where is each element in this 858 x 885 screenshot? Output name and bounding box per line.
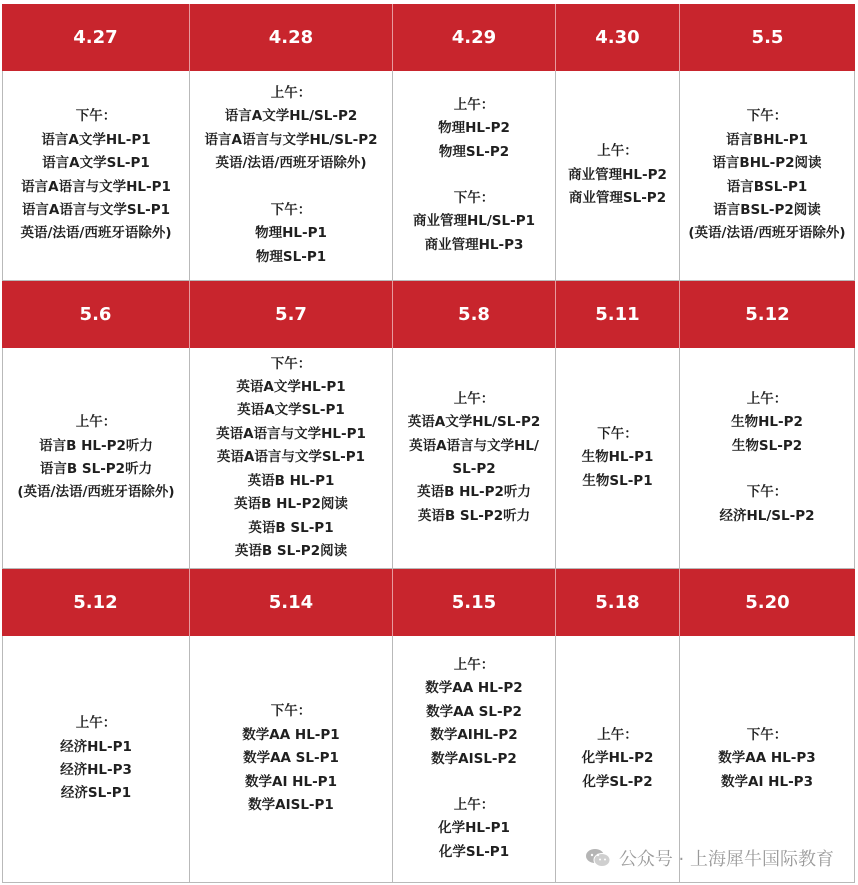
date-header: 5.20: [745, 592, 790, 613]
session-label: 下午：: [597, 425, 638, 442]
session-label: 上午：: [75, 715, 117, 732]
exam-cell: [393, 71, 556, 280]
exam-paper: 语言A语言与文学HL/SL-P2: [204, 131, 378, 148]
exam-paper: 物理SL-P1: [255, 248, 327, 265]
exam-paper: 英语A语言与文学HL-P1: [216, 425, 366, 442]
session-label: 下午：: [746, 108, 788, 125]
exam-cell: [190, 348, 393, 568]
session-label: 下午：: [75, 108, 117, 125]
exam-cell: [3, 348, 190, 568]
session-label: 上午：: [746, 390, 788, 407]
session-label: 下午：: [453, 190, 495, 206]
exam-entries: [408, 388, 541, 528]
exam-cell: [190, 71, 393, 280]
session-label: 上午：: [453, 96, 495, 113]
exam-paper: 经济SL-P1: [60, 785, 132, 802]
exam-entries: [60, 712, 132, 806]
exam-paper: 数学AA SL-P2: [426, 703, 522, 720]
spacer: [205, 176, 378, 199]
session-label: 上午：: [597, 726, 638, 743]
exam-entries: [719, 388, 814, 528]
spacer: [719, 458, 814, 481]
date-header-row: [2, 4, 855, 71]
exam-paper: 化学HL-P2: [581, 750, 654, 767]
date-header: 5.18: [556, 569, 680, 636]
exam-paper: 化学HL-P1: [438, 820, 510, 837]
exam-cell: [393, 348, 556, 568]
session-label: 上午：: [453, 656, 495, 673]
session-label: 下午：: [270, 355, 312, 372]
spacer: [413, 164, 535, 187]
exam-schedule-table: [2, 4, 855, 883]
exam-paper: 经济HL-P3: [60, 762, 132, 778]
date-header: 5.12: [2, 569, 190, 636]
date-header: 5.8: [393, 281, 556, 348]
exam-paper: 语言BHL-P2阅读: [712, 155, 822, 172]
exam-paper: (英语/法语/西班牙语除外): [17, 484, 175, 501]
date-header: 5.14: [190, 569, 393, 636]
exam-paper: 语言A文学HL-P1: [41, 131, 151, 148]
exam-paper: 数学AA SL-P1: [243, 750, 339, 767]
exam-entries: [568, 140, 667, 210]
exam-paper: 语言A语言与文学HL-P1: [21, 178, 171, 195]
exam-paper: 物理HL-P1: [255, 225, 327, 242]
exam-paper: 数学AA HL-P1: [242, 726, 340, 743]
exam-paper: 语言BSL-P1: [726, 178, 808, 195]
exam-paper: 数学AISL-P1: [248, 797, 334, 814]
exam-paper: 物理HL-P2: [438, 120, 510, 137]
exam-entries: [205, 82, 378, 269]
session-label: 上午：: [453, 390, 495, 407]
spacer: [425, 771, 522, 794]
exam-paper: 语言A文学SL-P1: [42, 155, 150, 172]
exam-paper: 英语B SL-P1: [248, 519, 334, 536]
date-header: 5.15: [393, 569, 556, 636]
exam-cell: [3, 636, 190, 882]
exam-paper: 数学AA HL-P2: [425, 680, 523, 697]
date-header: 5.12: [745, 304, 790, 325]
date-header: 4.28: [190, 4, 393, 71]
exam-row: [2, 348, 855, 569]
exam-paper: 数学AISL-P2: [431, 750, 517, 767]
exam-entries: [242, 700, 339, 817]
exam-paper: 商业管理HL/SL-P1: [412, 213, 536, 230]
exam-cell: [556, 71, 680, 280]
exam-cell: [680, 71, 855, 280]
date-header: 5.7: [190, 281, 393, 348]
exam-paper: 英语/法语/西班牙语除外): [215, 155, 367, 172]
exam-paper: 生物SL-P1: [582, 472, 653, 489]
exam-paper: 语言B SL-P2听力: [39, 461, 153, 477]
exam-entries: [413, 94, 535, 257]
date-header: 5.6: [2, 281, 190, 348]
session-label: 下午：: [270, 703, 312, 720]
exam-cell: [190, 636, 393, 882]
exam-paper: 生物HL-P1: [581, 449, 654, 466]
exam-paper: 语言A语言与文学SL-P1: [21, 201, 171, 218]
session-label: 上午：: [453, 796, 495, 813]
session-label: 下午：: [270, 201, 312, 218]
exam-paper: 经济HL/SL-P2: [719, 507, 815, 524]
exam-paper: 英语/法语/西班牙语除外): [20, 225, 172, 242]
session-label: 下午：: [746, 726, 788, 743]
exam-paper: 语言B HL-P2听力: [39, 437, 153, 454]
exam-cell: [680, 348, 855, 568]
exam-paper: 英语B HL-P2听力: [417, 484, 531, 501]
date-header: 4.30: [556, 4, 680, 71]
exam-paper: 英语A文学HL-P1: [236, 379, 346, 396]
session-label: 上午：: [597, 143, 638, 160]
exam-paper: (英语/法语/西班牙语除外): [688, 225, 846, 242]
date-header: 4.27: [2, 4, 190, 71]
watermark-text: 公众号 · 上海犀牛国际教育: [618, 849, 834, 870]
exam-entries: [425, 654, 522, 864]
session-label: 下午：: [746, 484, 788, 501]
date-header-row: [2, 569, 855, 636]
exam-paper: 化学SL-P1: [438, 843, 510, 860]
exam-entries: [216, 353, 366, 564]
exam-entries: [20, 105, 171, 245]
exam-paper: 英语B SL-P2听力: [417, 507, 531, 524]
exam-paper: 商业管理HL-P2: [568, 166, 667, 183]
exam-paper: 商业管理SL-P2: [568, 190, 667, 207]
exam-paper: 化学SL-P2: [582, 773, 653, 790]
exam-paper: 英语A文学SL-P1: [237, 402, 345, 419]
exam-paper: 数学AA HL-P3: [718, 750, 816, 767]
exam-cell: [393, 636, 556, 882]
exam-paper: 英语A语言与文学SL-P1: [216, 449, 366, 466]
session-label: 上午：: [75, 414, 117, 431]
exam-paper: 英语A文学HL/SL-P2: [407, 414, 541, 431]
exam-paper: 物理SL-P2: [438, 143, 510, 160]
exam-paper: SL-P2: [452, 461, 496, 477]
exam-paper: 英语B SL-P2阅读: [234, 542, 348, 559]
date-header: 5.11: [556, 281, 680, 348]
watermark: [585, 845, 834, 871]
exam-paper: 数学AIHL-P2: [430, 727, 518, 744]
session-label: 上午：: [270, 85, 312, 102]
exam-entries: [17, 411, 174, 505]
exam-paper: 英语A语言与文学HL/: [409, 437, 539, 454]
exam-paper: 数学AI HL-P1: [245, 773, 337, 790]
exam-paper: 语言BSL-P2阅读: [713, 201, 821, 218]
exam-entries: [582, 423, 654, 493]
exam-paper: 语言BHL-P1: [725, 131, 809, 148]
wechat-icon: [585, 848, 611, 868]
exam-entries: [582, 724, 654, 794]
exam-paper: 英语B HL-P1: [247, 472, 335, 489]
date-header: 4.29: [393, 4, 556, 71]
exam-paper: 英语B HL-P2阅读: [234, 496, 348, 513]
exam-entries: [718, 724, 815, 794]
exam-paper: 经济HL-P1: [60, 738, 132, 755]
exam-paper: 语言A文学HL/SL-P2: [224, 108, 358, 125]
date-header-row: [2, 281, 855, 348]
exam-paper: 生物HL-P2: [731, 414, 803, 431]
date-header: 5.5: [751, 27, 784, 48]
exam-paper: 生物SL-P2: [731, 437, 803, 454]
exam-cell: [556, 348, 680, 568]
exam-paper: 数学AI HL-P3: [721, 773, 813, 790]
exam-paper: 商业管理HL-P3: [424, 236, 524, 253]
exam-entries: [688, 105, 845, 245]
exam-row: [2, 71, 855, 281]
exam-cell: [3, 71, 190, 280]
